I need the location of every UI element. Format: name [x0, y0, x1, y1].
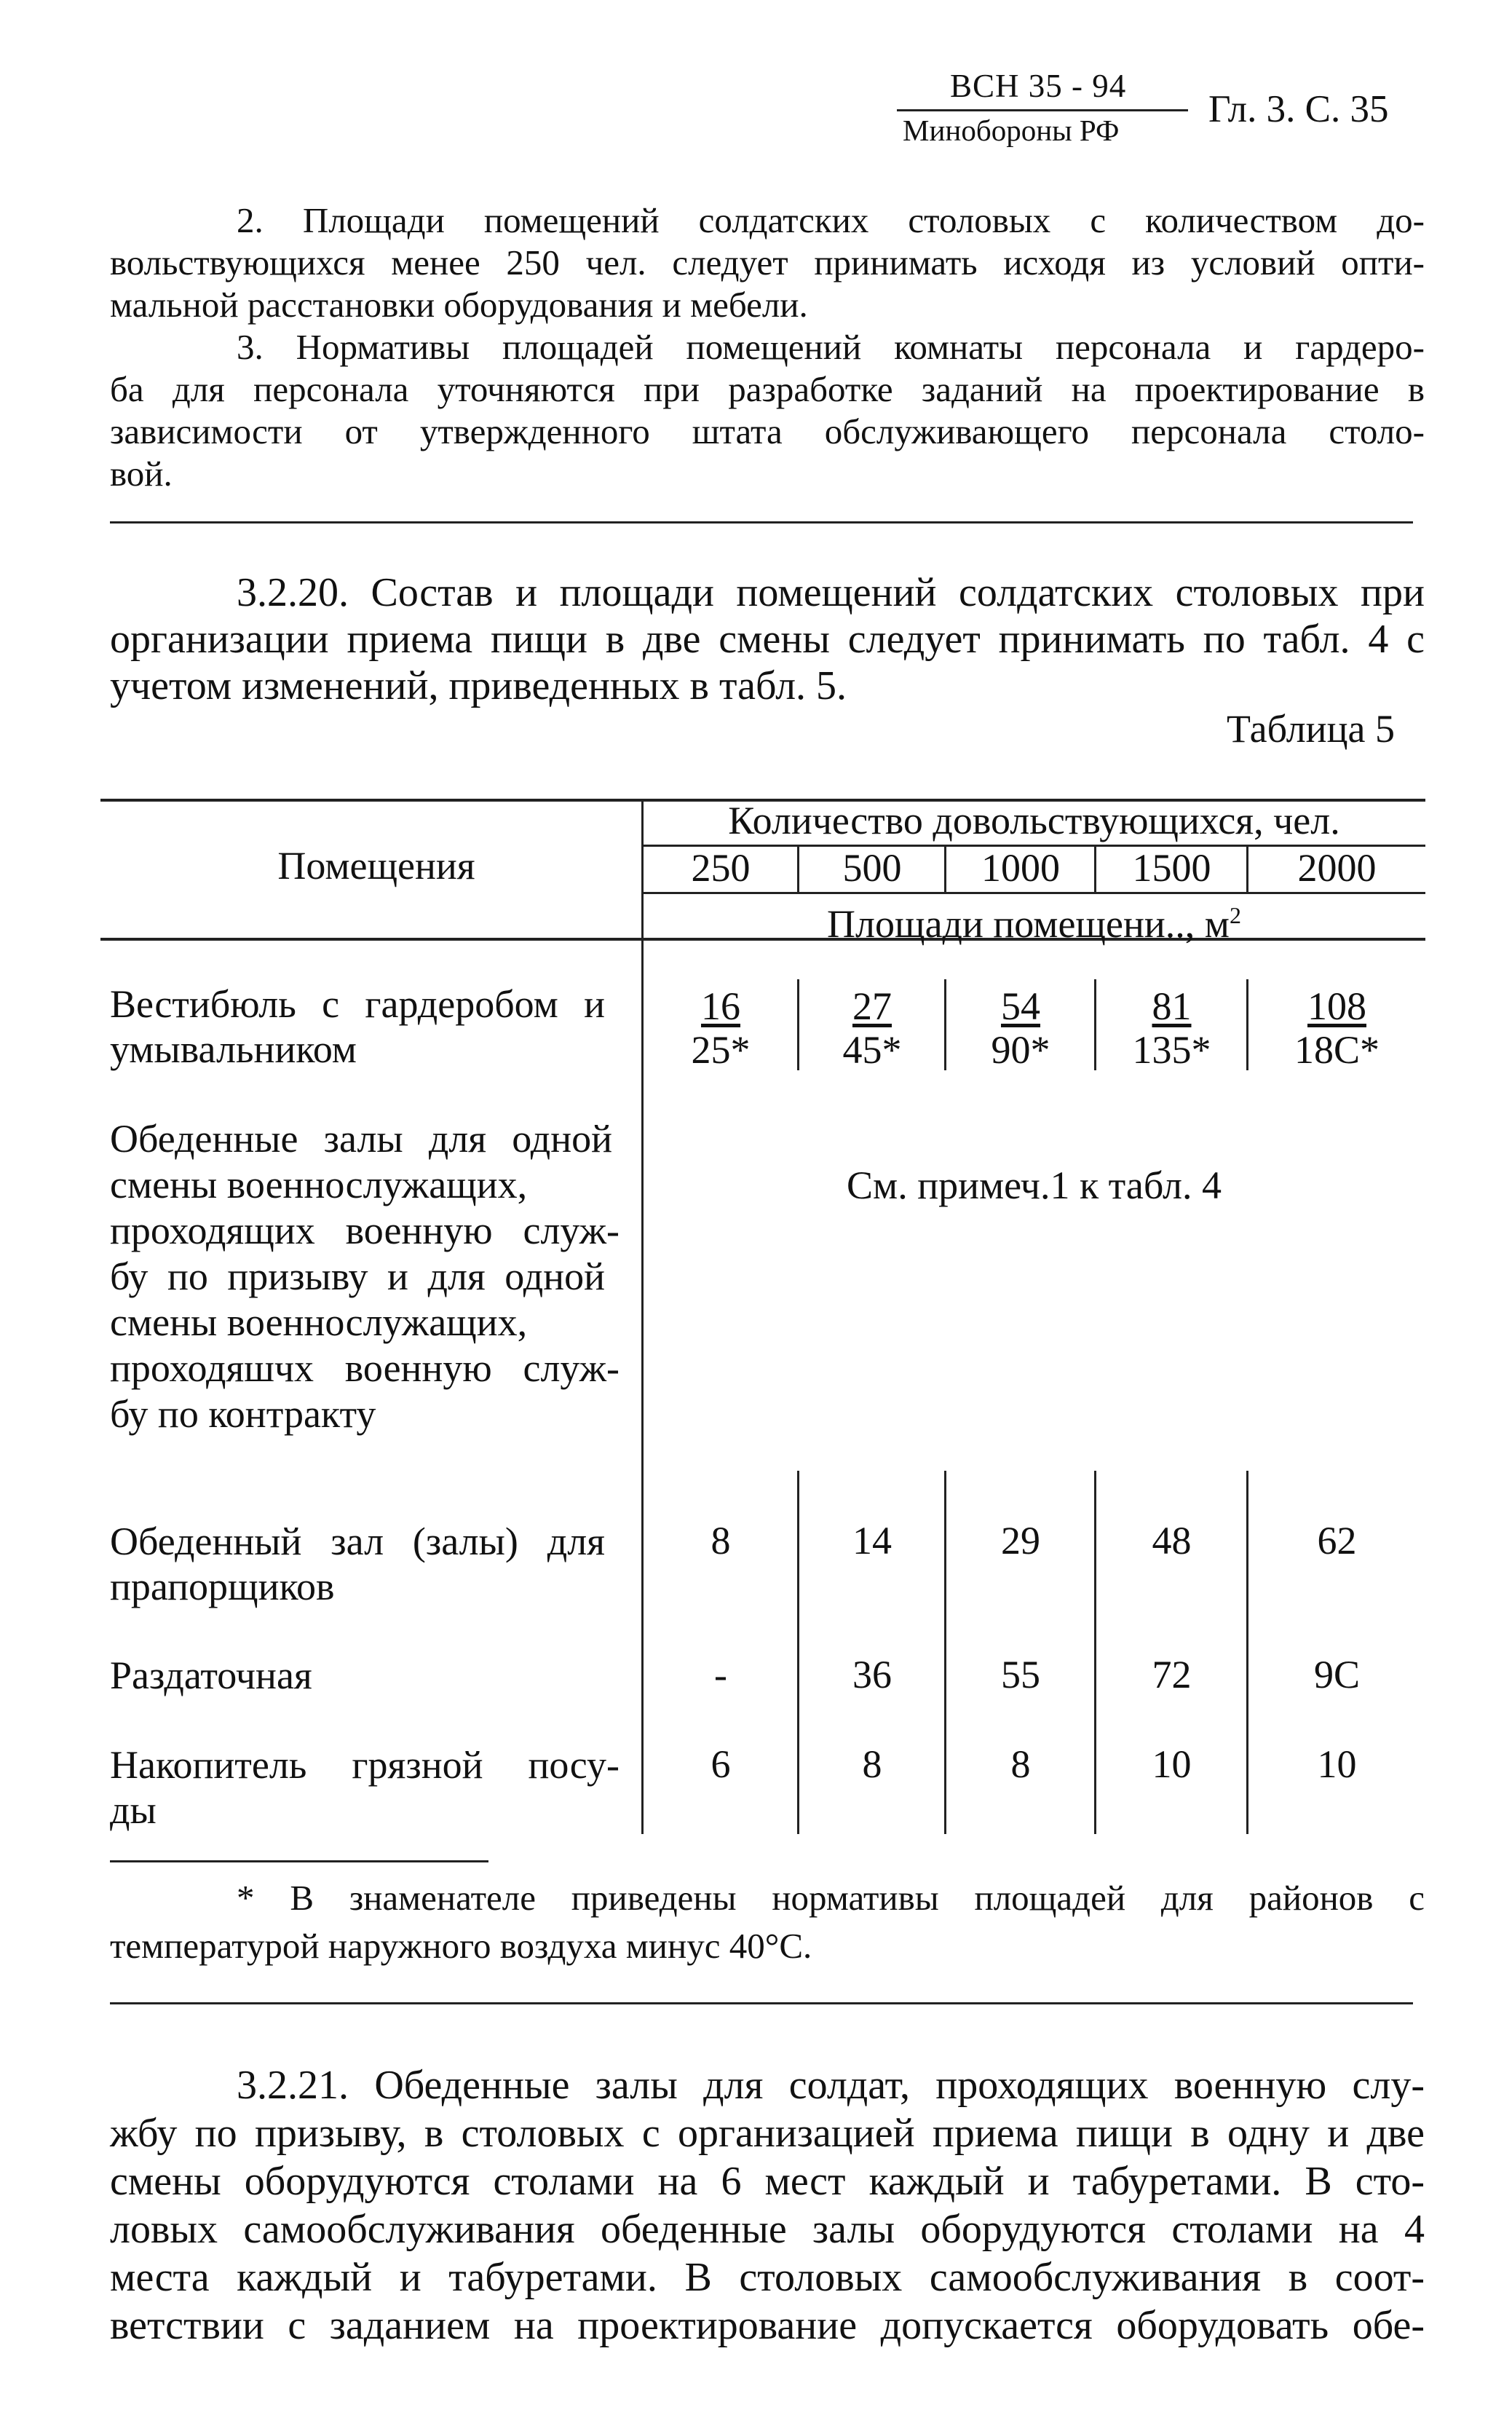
- fraction-cell: [946, 984, 1095, 1072]
- column-header: 1000: [981, 846, 1060, 890]
- note-2-line: вольствующихся менее 250 чел. следует принимать исходя из условий опти-: [110, 242, 1425, 282]
- footnote-line: температурой наружного воздуха минус 40°С.: [110, 1926, 812, 1966]
- fraction-denominator: 18С*: [1294, 1028, 1380, 1072]
- column-header: 250: [691, 846, 751, 890]
- fraction-denominator: 90*: [991, 1028, 1050, 1072]
- row-label: проходяшчх военную служ-: [110, 1346, 620, 1390]
- fraction-cell: [799, 984, 945, 1072]
- note-3-line: вой.: [110, 454, 173, 494]
- note-2-line: 2. Площади помещений солдатских столовых с количеством до-: [237, 200, 1425, 240]
- section-3-2-21-line: ветствии с заданием на проектирование допускается оборудовать обе-: [110, 2303, 1425, 2348]
- fraction-numerator: 16: [701, 984, 740, 1028]
- value-cell: 72: [1152, 1653, 1192, 1696]
- section-3-2-21-line: жбу по призыву, в столовых с организацией приема пищи в одну и две: [110, 2111, 1425, 2156]
- value-cell: 10: [1152, 1742, 1192, 1786]
- section-3-2-20-line: учетом изменений, приведенных в табл. 5.: [110, 663, 847, 708]
- fraction-denominator: 135*: [1132, 1028, 1211, 1072]
- row-label: Обеденные залы для одной: [110, 1117, 612, 1161]
- fraction-cell: [1248, 984, 1425, 1072]
- row-label: проходящих военную служ-: [110, 1209, 620, 1252]
- footnote-rule: [110, 1860, 488, 1862]
- section-3-2-20-line: организации приема пищи в две смены следует принимать по табл. 4 с: [110, 617, 1425, 662]
- fraction-numerator: 108: [1307, 984, 1366, 1028]
- section-divider: [110, 2002, 1413, 2004]
- value-cell: -: [714, 1653, 727, 1696]
- footnote-line: * В знаменателе приведены нормативы площадей для районов с: [237, 1878, 1425, 1918]
- column-header: 1500: [1132, 846, 1211, 890]
- value-cell: 8: [862, 1742, 882, 1786]
- row-label: Вестибюль с гардеробом и: [110, 982, 605, 1026]
- value-cell: 8: [711, 1519, 731, 1562]
- merged-note: См. примеч.1 к табл. 4: [847, 1163, 1222, 1207]
- section-3-2-21-line: места каждый и табуретами. В столовых самообслуживания в соот-: [110, 2255, 1425, 2300]
- value-cell: 62: [1317, 1519, 1357, 1562]
- chapter-page: Гл. 3. С. 35: [1208, 88, 1389, 130]
- row-label: смены военнослужащих,: [110, 1300, 528, 1344]
- note-3-line: 3. Нормативы площадей помещений комнаты персонала и гардеро-: [237, 327, 1425, 367]
- row-header: Помещения: [277, 844, 475, 888]
- note-3-line: зависимости от утвержденного штата обслуживающего персонала столо-: [110, 411, 1425, 451]
- group-header: Количество довольствующихся, чел.: [728, 799, 1340, 842]
- table-caption: Таблица 5: [1227, 707, 1395, 751]
- value-cell: 10: [1317, 1742, 1357, 1786]
- note-2-line: мальной расстановки оборудования и мебели.: [110, 285, 808, 325]
- fraction-denominator: 25*: [691, 1028, 751, 1072]
- value-cell: 36: [852, 1653, 892, 1696]
- column-header: 500: [842, 846, 902, 890]
- fraction-cell: [1096, 984, 1247, 1072]
- fraction-numerator: 81: [1152, 984, 1192, 1028]
- area-subheader: [643, 893, 1425, 947]
- value-cell: 29: [1001, 1519, 1040, 1562]
- area-subheader-text: Площади помещени.., м: [827, 902, 1230, 946]
- row-label: Раздаточная: [110, 1653, 312, 1697]
- header-rule: [897, 109, 1188, 111]
- section-3-2-21-line: смены оборудуются столами на 6 мест каждый и табуретами. В сто-: [110, 2159, 1425, 2204]
- row-label: прапорщиков: [110, 1565, 335, 1608]
- fraction-numerator: 27: [852, 984, 892, 1028]
- row-label: ды: [110, 1788, 157, 1832]
- value-cell: 55: [1001, 1653, 1040, 1696]
- document-code: ВСН 35 - 94: [950, 68, 1127, 104]
- section-divider: [110, 521, 1413, 523]
- row-label: Обеденный зал (залы) для: [110, 1520, 605, 1563]
- value-cell: 6: [711, 1742, 731, 1786]
- section-3-2-21-line: 3.2.21. Обеденные залы для солдат, проходящих военную слу-: [237, 2063, 1425, 2108]
- column-header: 2000: [1297, 846, 1377, 890]
- fraction-denominator: 45*: [842, 1028, 902, 1072]
- fraction-numerator: 54: [1001, 984, 1040, 1028]
- area-subheader-sup: 2: [1229, 902, 1241, 928]
- value-cell: 9С: [1313, 1653, 1361, 1696]
- row-label: бу по контракту: [110, 1392, 376, 1436]
- ministry-label: Минобороны РФ: [903, 114, 1120, 147]
- row-label: умывальником: [110, 1027, 357, 1071]
- section-3-2-20-line: 3.2.20. Состав и площади помещений солдатских столовых при: [237, 570, 1425, 615]
- value-cell: 48: [1152, 1519, 1192, 1562]
- row-label: бу по призыву и для одной: [110, 1254, 605, 1298]
- row-label: Накопитель грязной посу-: [110, 1743, 620, 1787]
- note-3-line: ба для персонала уточняются при разработке заданий на проектирование в: [110, 369, 1425, 409]
- section-3-2-21-line: ловых самообслуживания обеденные залы оборудуются столами на 4: [110, 2207, 1425, 2252]
- fraction-cell: [644, 984, 798, 1072]
- value-cell: 8: [1010, 1742, 1031, 1786]
- value-cell: 14: [852, 1519, 892, 1562]
- row-label: смены военнослужащих,: [110, 1163, 528, 1206]
